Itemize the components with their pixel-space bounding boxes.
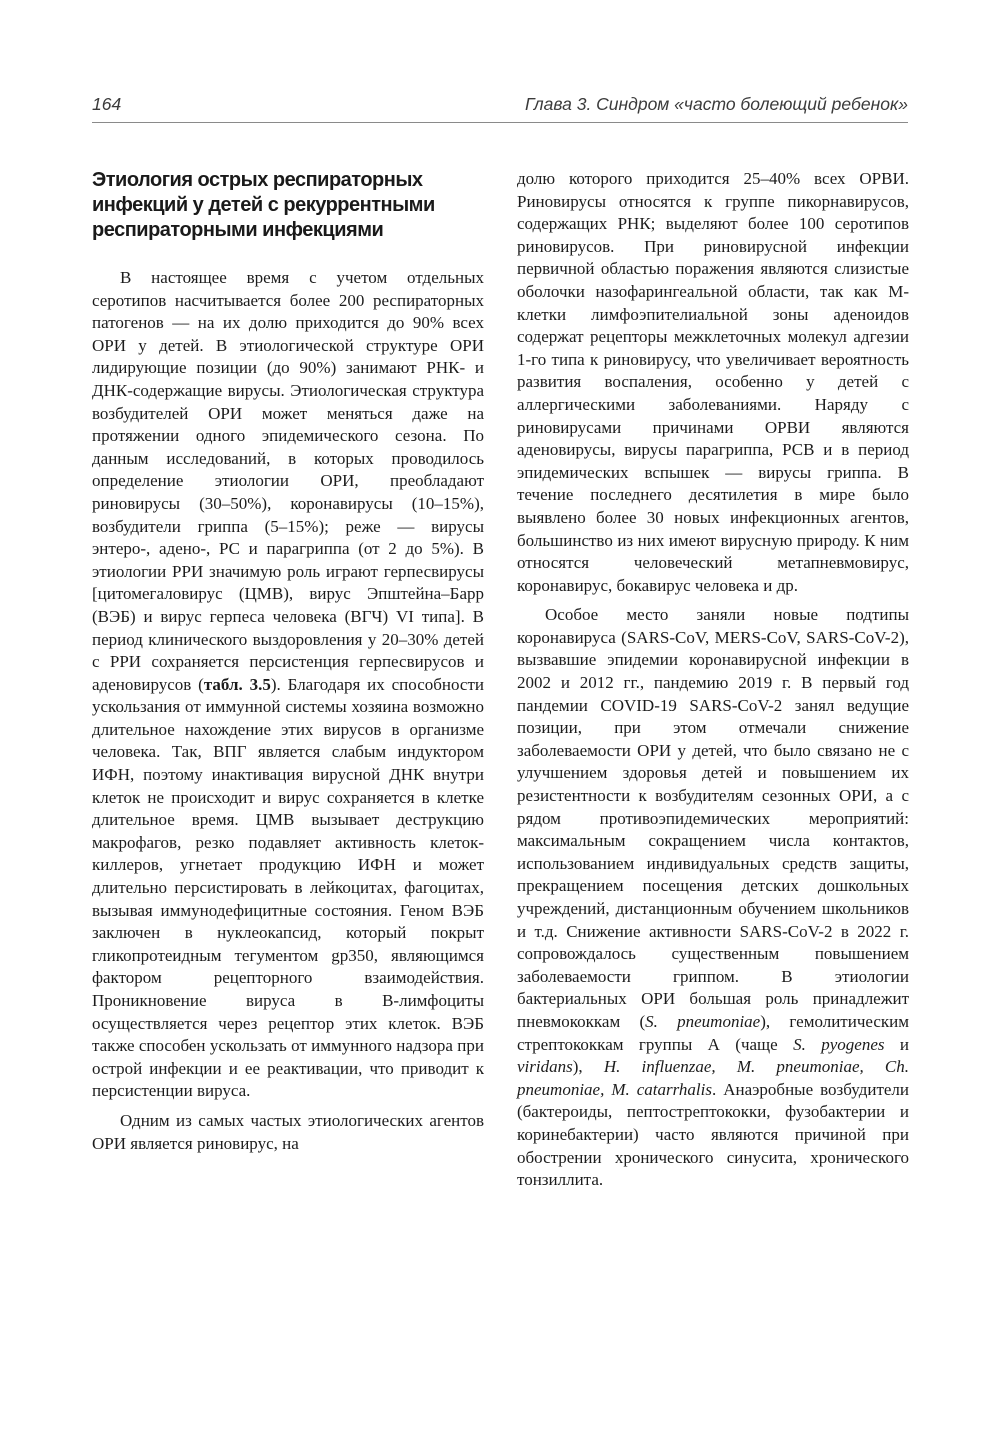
text-segment: В настоящее время с учетом отдельных серотипов насчитывается более 200 респираторных патогенов — на их долю приходится до 90% всех ОРИ у детей. В этиологической структуре ОРИ лидирующие позиции (до 90%) занимают РНК- и ДНК-содержащие вирусы. Этиологическая структура возбудителей ОРИ может меняться даже на протяжении одного эпидемического сезона. По данным исследований, в которых проводилось определение этиологии ОРИ, преобладают риновирусы (30–50%), коронавирусы (10–15%), возбудители гриппа (5–15%); реже — вирусы энтеро-, адено-, РС и парагриппа (от 2 до 5%). В этиологии РРИ значимую роль играют герпесвирусы [цитомегаловирус (ЦМВ), вирус Эпштейна–Барр (ВЭБ) и вирус герпеса человека (ВГЧ) VI типа]. В период клинического выздоровления у 20–30% детей с РРИ сохраняется персистенция герпесвирусов и аденовирусов ( — [92, 268, 484, 694]
text-segment: ), — [572, 1057, 604, 1077]
paragraph-rhinovirus-intro: Одним из самых частых этиологических агентов ОРИ является риновирус, на — [92, 1110, 484, 1153]
paragraph-rhinovirus-continued: долю которого приходится 25–40% всех ОРВИ. Риновирусы относятся к группе пикорнавирусов, содержащих РНК; выделяют более 100 серотипов риновирусов. При риновирусной инфекции первичной областью поражения являются слизистые оболочки назофарингеальной области, так как М-клетки лимфоэпителиальной зоны аденоидов содержат рецепторы межклеточных молекул адгезии 1-го типа к риновирусу, что увеличивает вероятность развития воспаления, особенно у детей с аллергическими заболеваниями. Наряду с риновирусами причинами ОРВИ являются аденовирусы, вирусы парагриппа, РСВ и в период эпидемических вспышек — вирусы гриппа. В течение последнего десятилетия в мире было выявлено более 30 новых инфекционных агентов, большинство из них имеют вирусную природу. К ним относятся человеческий метапневмовирус, коронавирус, бокавирус человека и др. — [517, 169, 909, 595]
page-number: 164 — [92, 94, 122, 114]
paragraph-coronavirus-bacteria — [517, 604, 909, 1191]
text-segment: Особое место заняли новые подтипы коронавируса (SARS-CoV, MERS-CoV, SARS-CoV-2), вызвавшие эпидемии коронавирусной инфекции в 2002 и 2012 гг., пандемию 2019 г. В первый год пандемии COVID-19 SARS-CoV-2 занял ведущие позиции, при этом отмечали снижение заболеваемости ОРИ у детей, что было связано не с улучшением здоровья детей и повышением их резистентности к возбудителям сезонных ОРИ, а с рядом противоэпидемических мероприятий: максимальным сокращением числа контактов, использованием индивидуальных средств защиты, прекращением посещения детских дошкольных учреждений, дистанционным обучением школьников и т.д. Снижение активности SARS-CoV-2 в 2022 г. сопровождалось существенным повышением заболеваемости гриппом. В этиологии бактериальных ОРИ большая роль принадлежит пневмококкам ( — [517, 605, 909, 1031]
text-segment: ), гемолитическим стрептококкам группы А (чаще — [517, 1011, 910, 1054]
italic-term: viridans — [517, 1057, 573, 1077]
left-column — [92, 168, 484, 1155]
running-head — [92, 92, 908, 123]
italic-term: S. pyogenes — [793, 1034, 885, 1054]
italic-term: H. influenzae, M. pneumoniae, Ch. pneumoniae, M. catarrhalis — [517, 1057, 909, 1099]
text-segment: ). Благодаря их способности ускользания от иммунной системы хозяина возможно длительное нахождение этих вирусов в организме человека. Так, ВПГ является слабым индуктором ИФН, поэтому инактивация вирусной ДНК внутри клеток не происходит и вирус сохраняется в клетке длительное время. ЦМВ вызывает деструкцию макрофагов, резко подавляет активность клеток-киллеров, угнетает продукцию ИФН и может длительно персистировать в лейкоцитах, фагоцитах, вызывая иммунодефицитные состояния. Геном ВЭБ заключен в нуклеокапсид, который покрыт гликопротеидным тегументом gp350, являющимся фактором рецепторного взаимодействия. Проникновение вируса в В-лимфоциты осуществляется через рецептор этих клеток. ВЭБ также способен ускользать от иммунного надзора при острой инфекции и ее реактивации, что приводит к персистенции вируса. — [92, 674, 484, 1101]
chapter-title: Глава 3. Синдром «часто болеющий ребенок» — [525, 94, 908, 114]
italic-term: S. pneumoniae — [645, 1011, 761, 1031]
right-column — [517, 168, 909, 1192]
table-reference-link[interactable]: табл. 3.5 — [203, 674, 271, 694]
text-segment: и — [884, 1034, 909, 1054]
paragraph-etiology-overview — [92, 267, 484, 1103]
section-heading: Этиология острых респираторных инфекций у детей с рекуррентными респираторными инфекциями — [92, 169, 435, 241]
text-segment: . Анаэробные возбудители (бактероиды, пептострептококки, фузобактерии и коринебактерии) часто являются причиной при обострении хронического синусита, хронического тонзиллита. — [517, 1079, 909, 1190]
